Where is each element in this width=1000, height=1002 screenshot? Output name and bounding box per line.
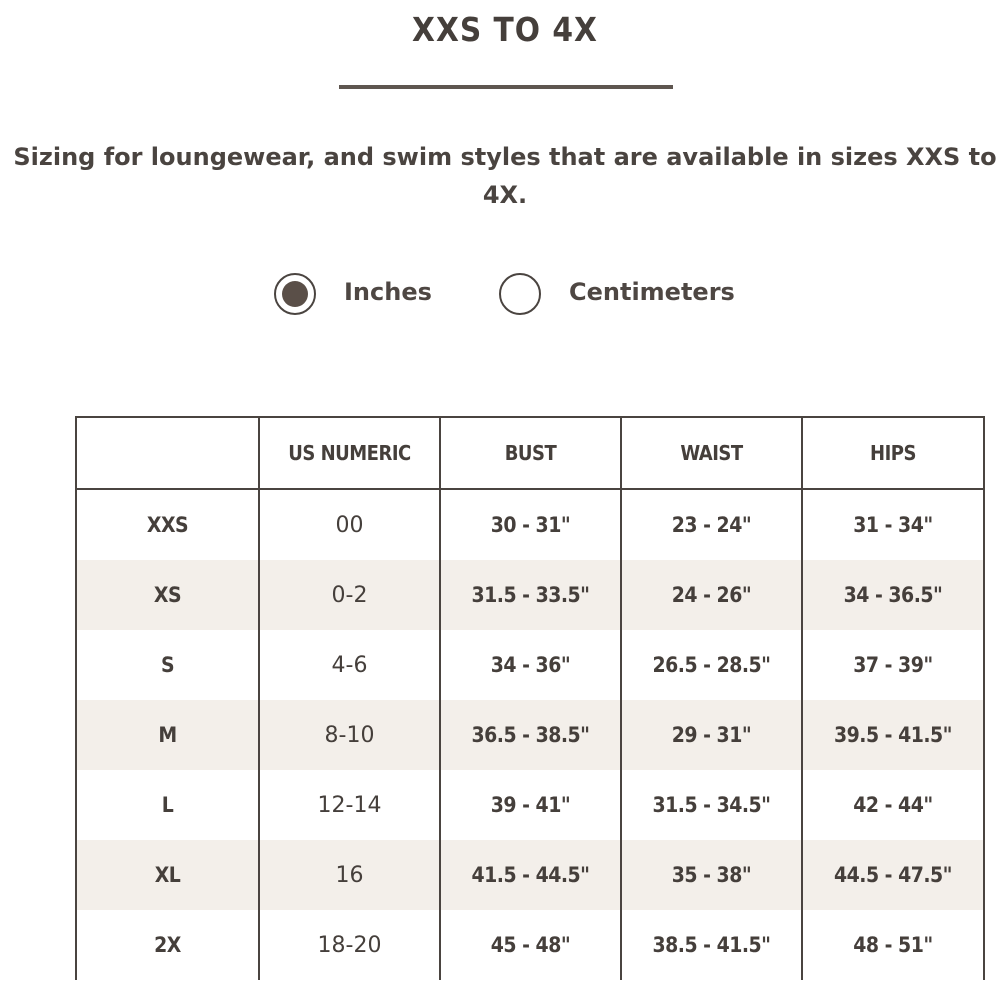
table-row — [76, 700, 984, 770]
unit-label-inches: Inches — [344, 278, 432, 306]
table-row — [76, 840, 984, 910]
page-description: Sizing for loungewear, and swim styles that are available in sizes XXS to 4X. — [13, 143, 997, 209]
cell-hips: 34 - 36.5" — [802, 560, 984, 630]
cell-size: XXS — [76, 489, 259, 560]
cell-bust: 31.5 - 33.5" — [440, 560, 621, 630]
cell-waist: 35 - 38" — [621, 840, 802, 910]
page-title: XXS TO 4X — [412, 10, 598, 49]
radio-inches[interactable] — [274, 273, 316, 315]
cell-waist: 31.5 - 34.5" — [621, 770, 802, 840]
cell-waist: 26.5 - 28.5" — [621, 630, 802, 700]
cell-us-numeric: 0-2 — [259, 560, 440, 630]
table-row — [76, 630, 984, 700]
cell-waist: 24 - 26" — [621, 560, 802, 630]
cell-us-numeric: 12-14 — [259, 770, 440, 840]
cell-size: M — [76, 700, 259, 770]
cell-bust: 30 - 31" — [440, 489, 621, 560]
column-header-us-numeric: US NUMERIC — [259, 417, 440, 489]
cell-us-numeric: 18-20 — [259, 910, 440, 980]
cell-hips: 44.5 - 47.5" — [802, 840, 984, 910]
cell-size: L — [76, 770, 259, 840]
cell-bust: 36.5 - 38.5" — [440, 700, 621, 770]
size-chart-table — [75, 416, 985, 980]
cell-hips: 37 - 39" — [802, 630, 984, 700]
unit-label-centimeters: Centimeters — [569, 278, 735, 306]
cell-bust: 39 - 41" — [440, 770, 621, 840]
table-row — [76, 910, 984, 980]
radio-centimeters[interactable] — [499, 273, 541, 315]
cell-hips: 42 - 44" — [802, 770, 984, 840]
cell-us-numeric: 00 — [259, 489, 440, 560]
cell-bust: 41.5 - 44.5" — [440, 840, 621, 910]
cell-size: 2X — [76, 910, 259, 980]
cell-hips: 31 - 34" — [802, 489, 984, 560]
cell-us-numeric: 4-6 — [259, 630, 440, 700]
cell-waist: 29 - 31" — [621, 700, 802, 770]
unit-option-centimeters[interactable] — [499, 272, 749, 322]
cell-size: S — [76, 630, 259, 700]
cell-us-numeric: 16 — [259, 840, 440, 910]
column-header-waist: WAIST — [621, 417, 802, 489]
column-header-hips: HIPS — [802, 417, 984, 489]
title-divider — [339, 85, 673, 89]
table-row — [76, 560, 984, 630]
cell-hips: 48 - 51" — [802, 910, 984, 980]
table-row — [76, 489, 984, 560]
table-header-row — [76, 417, 984, 489]
cell-hips: 39.5 - 41.5" — [802, 700, 984, 770]
cell-waist: 38.5 - 41.5" — [621, 910, 802, 980]
cell-waist: 23 - 24" — [621, 489, 802, 560]
cell-bust: 45 - 48" — [440, 910, 621, 980]
cell-size: XL — [76, 840, 259, 910]
cell-us-numeric: 8-10 — [259, 700, 440, 770]
table-row — [76, 770, 984, 840]
cell-size: XS — [76, 560, 259, 630]
column-header-bust: BUST — [440, 417, 621, 489]
unit-toggle — [0, 272, 1000, 322]
cell-bust: 34 - 36" — [440, 630, 621, 700]
column-header-size — [76, 417, 259, 489]
unit-option-inches[interactable] — [274, 272, 444, 322]
